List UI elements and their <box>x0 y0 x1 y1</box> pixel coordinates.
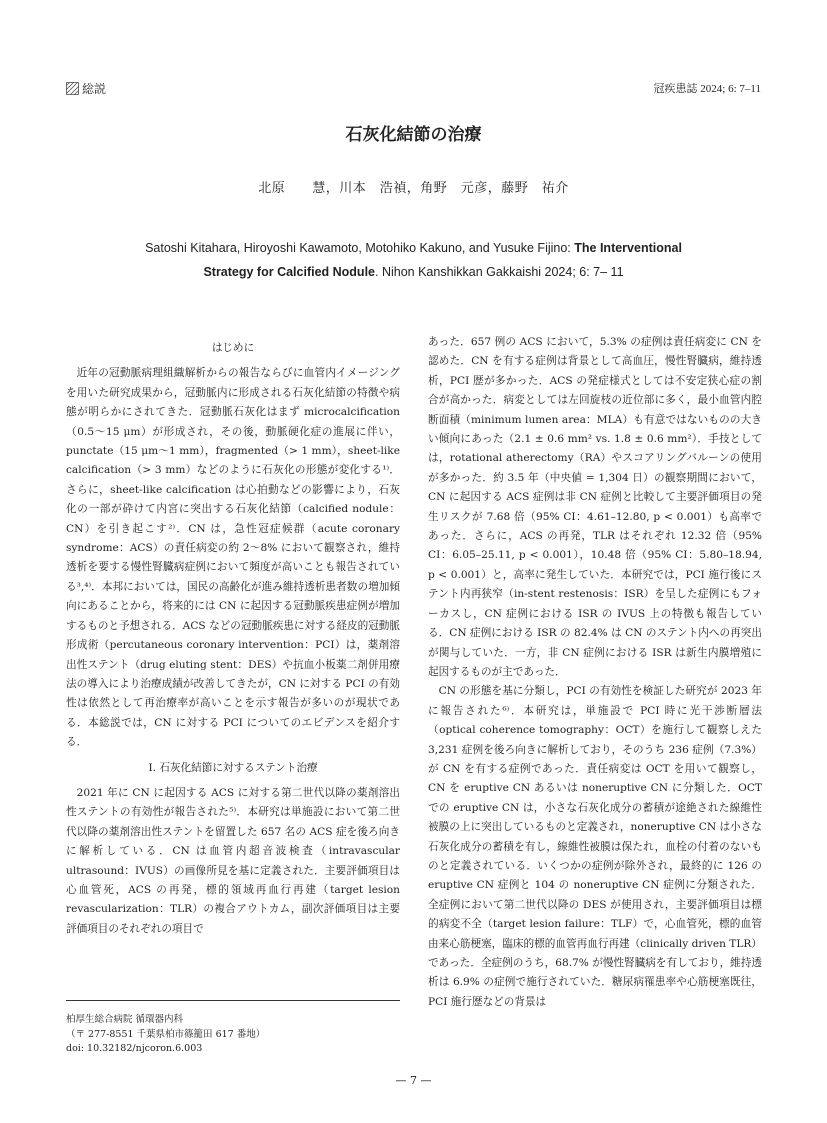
intro-paragraph: 近年の冠動脈病理組織解析からの報告ならびに血管内イメージングを用いた研究成果から，冠動脈内に形成される石灰化結節の特徴や病態が明らかにされてきた．冠動脈石灰化はまず microcalcification（0.5〜15 μm）が形成され，その後，動脈硬化症の進展に伴い，punctate（15 μm〜1 mm），fragmented（> 1 mm），sheet-like calcification（> 3 mm）などのように石灰化の形態が変化する¹⁾．さらに，sheet-like calcification は心拍動などの影響により，石灰化の一部が砕けて内宮に突出する石灰化結節（calcified nodule：CN）を引き起こす²⁾．CN は，急性冠症候群（acute coronary syndrome：ACS）の責任病変の約 2〜8% において観察され，維持透析を要する慢性腎臓病症例において頻度が高いことも報告されている³,⁴⁾．本邦においては，国民の高齢化が進み維持透析患者数の増加傾向にあることから，将来的には CN に起因する冠動脈疾患症例が増加するものと予想される．ACS などの冠動脈疾患に対する経皮的冠動脈形成術（percutaneous coronary intervention：PCI）は，薬剤溶出性ステント（drug eluting stent：DES）や抗血小板薬二剤併用療法の導入により治療成績が改善してきたが，CN に対する PCI の有効性は依然として再治療率が高いことを示す報告が多いのが現状である．本総説では，CN に対する PCI についてのエビデンスを紹介する． <box>66 367 400 749</box>
right-column <box>428 333 762 1012</box>
affiliation-address: （〒 277-8551 千葉県柏市篠籠田 617 番地） <box>66 1028 266 1040</box>
section1-paragraph: 2021 年に CN に起因する ACS に対する第二世代以降の薬剤溶出性ステントの有効性が報告された⁵⁾．本研究は単施設において第二世代以降の薬剤溶出性ステントを留置した 657 名の ACS 症を後ろ向きに解析している．CN は血管内超音波検査（intravascular ultrasound：IVUS）の画像所見を基に定義された．主要評価項目は心血管死，ACS の再発，標的領域再血行再建（target lesion revascularization：TLR）の複合アウトカム，副次評価項目は主要評価項目のそれぞれの項目で <box>66 786 400 935</box>
journal-reference: 冠疾患誌 2024; 6: 7–11 <box>653 83 761 95</box>
page-number: — 7 — <box>395 1074 432 1087</box>
english-citation <box>120 236 707 284</box>
right-paragraph-1: あった．657 例の ACS において，5.3% の症例は責任病変に CN を認めた．CN を有する症例は背景として高血圧，慢性腎臓病，維持透析，PCI 歴が多かった．ACS の発症様式としては不安定狭心症の割合が高かった．病変としては左回旋枝の近位部に多く，最小血管内腔断面積（minimum lumen area：MLA）も有意ではないものの大きい傾向にあった（2.1 ± 0.6 mm² vs. 1.8 ± 0.6 mm²）．手技としては，rotational atherectomy（RA）やスコアリングバルーンの使用が多かった．約 3.5 年（中央値 = 1,304 日）の観察期間において，CN に起因する ACS 症例は非 CN 症例と比較して主要評価項目の発生リスクが 7.68 倍（95% CI：4.61–12.80, p < 0.001）も高率であった．さらに，ACS の再発，TLR はそれぞれ 12.32 倍（95% CI：6.05–25.11, p < 0.001），10.48 倍（95% CI：5.80–18.94, p < 0.001）と，高率に発生していた．本研究では，PCI 施行後にステント内再狭窄（in-stent restenosis：ISR）を呈した症例にもフォーカスし，CN 症例における ISR の IVUS 上の特徴も報告している．CN 症例における ISR の 82.4% は CN のステント内への再突出が関与していた．一方，非 CN 症例における ISR は新生内膜増殖に起因するものが主であった． <box>428 336 762 678</box>
category-label: 総説 <box>82 82 107 96</box>
left-column <box>66 333 400 939</box>
affiliation-block <box>66 1000 400 1057</box>
section-heading-intro: はじめに <box>211 342 255 354</box>
citation-authors: Satoshi Kitahara, Hiroyoshi Kawamoto, Motohiko Kakuno, and Yusuke Fijino: <box>145 241 575 255</box>
right-paragraph-2: CN の形態を基に分類し，PCI の有効性を検証した研究が 2023 年に報告された⁶⁾．本研究は，単施設で PCI 時に光干渉断層法（optical coherence tomography：OCT）を施行して観察しえた 3,231 症例を後ろ向きに解析しており，そのうち 236 症例（7.3%）が CN を有する症例であった．責任病変は OCT を用いて観察し，CN を eruptive CN あるいは noneruptive CN に分類した．OCT での eruptive CN は，小さな石灰化成分の蓄積が途絶された線維性被膜の上に突出しているものと定義され，noneruptive CN は小さな石灰化成分の蓄積を有し，線維性被膜は保たれ，血栓の付着のないものと定義されている．いくつかの症例が除外され，最終的に 126 の eruptive CN 症例と 104 の noneruptive CN 症例に分類された．全症例において第二世代以降の DES が使用され，主要評価項目は標的病変不全（target lesion failure：TLF）で，心血管死，標的血管由来心筋梗塞，臨床的標的血管再血行再建（clinically driven TLR）であった．全症例のうち，68.7% が慢性腎臓病を有しており，維持透析は 6.9% の症例で施行されていた．糖尿病罹患率や心筋梗塞既往，PCI 施行歴などの背景は <box>428 685 762 1008</box>
citation-title-part2: Strategy for Calcified Nodule <box>203 265 375 279</box>
citation-journal: . Nihon Kanshikkan Gakkaishi 2024; 6: 7– 11 <box>375 265 624 279</box>
hatched-square-icon <box>66 82 79 95</box>
article-title: 石灰化結節の治療 <box>345 125 482 145</box>
author-list: 北原 慧，川本 浩禎，角野 元彦，藤野 祐介 <box>258 181 569 196</box>
citation-title-part1: The Interventional <box>574 241 682 255</box>
section-heading-1: I. 石灰化結節に対するステント治療 <box>148 761 318 774</box>
affiliation-doi: doi: 10.32182/njcoron.6.003 <box>66 1043 203 1054</box>
article-category <box>66 80 106 97</box>
affiliation-department: 柏厚生総合病院 循環器内科 <box>66 1014 184 1025</box>
